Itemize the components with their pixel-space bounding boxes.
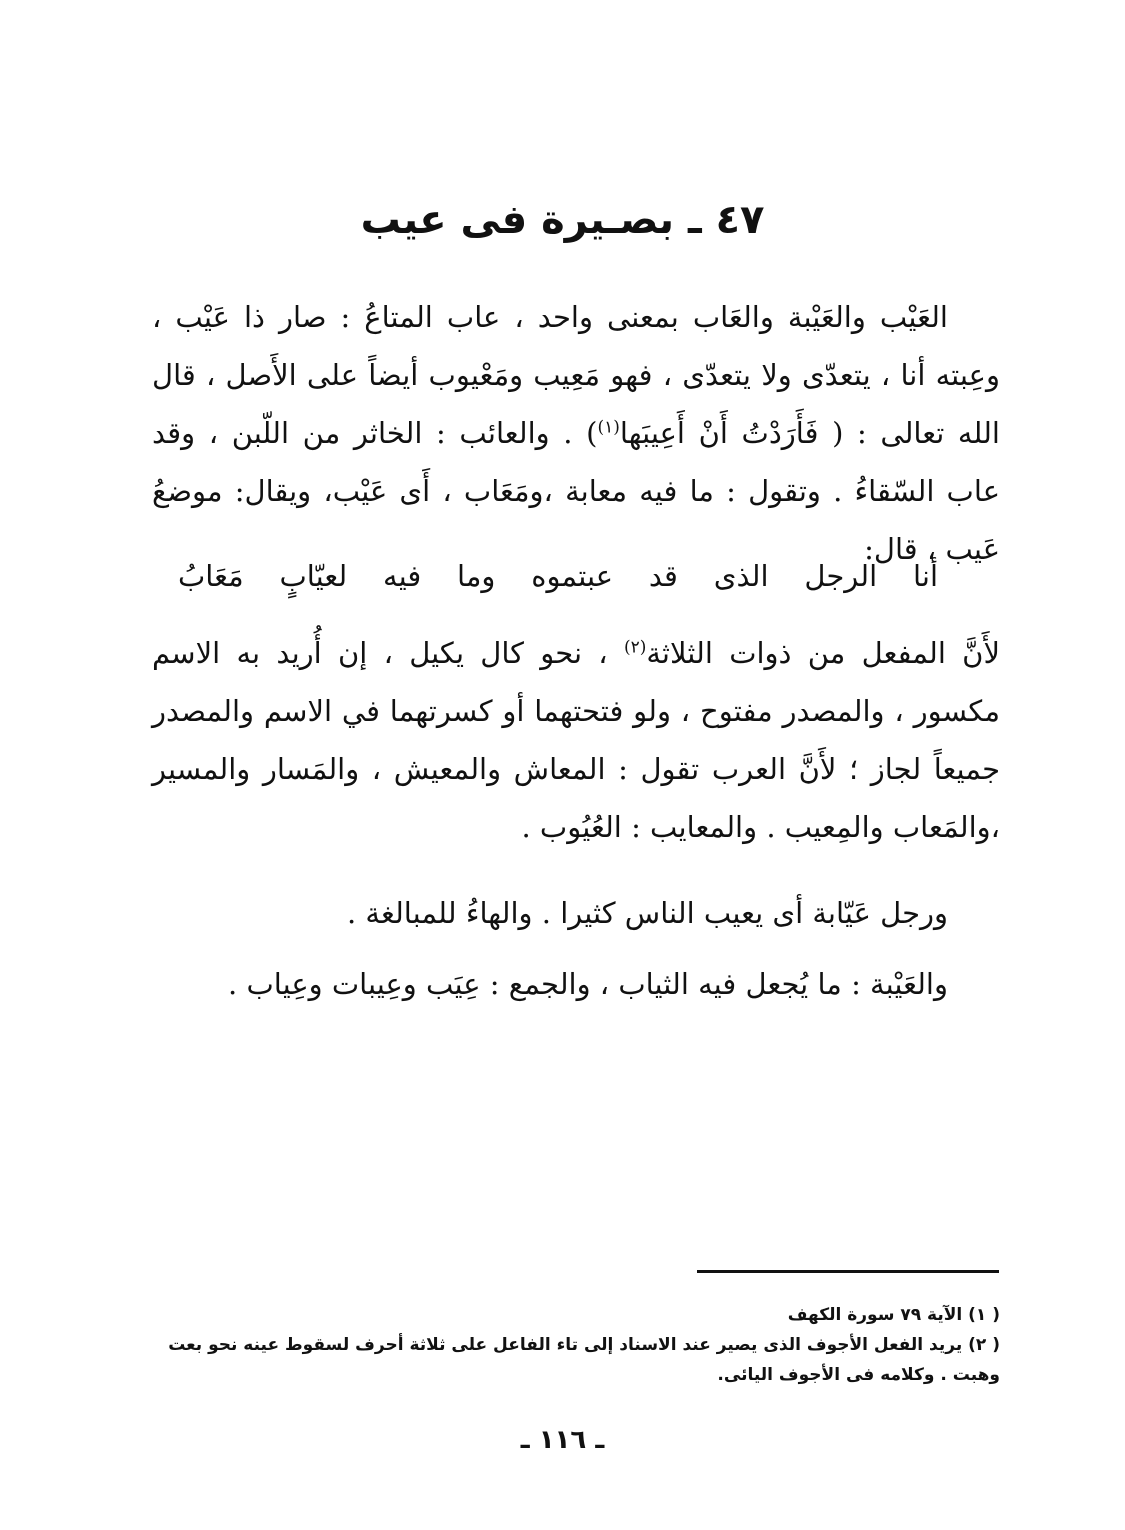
verse-word: الذى (713, 559, 769, 593)
verse-word: أنا (913, 559, 938, 593)
verse-word: عبتموه (531, 559, 613, 593)
paragraph-2 (152, 624, 1000, 856)
page-number: ـ ١١٦ ـ (520, 1425, 605, 1455)
paragraph-2-text-after: ، نحو كال يكيل ، إن أُريد به الاسم مكسور ، والمصدر مفتوح ، ولو فتحتهما أو كسرتهما في الاسم والمصدر جميعاً لجاز ؛ لأَنَّ العرب تقول : المعاش والمعيش ، والمَسار والمسير ،والمَعاب والمِعيب . والمعايب : العُيُوب . (152, 636, 1000, 844)
footnote-1: ( ١) الآية ٧٩ سورة الكهف (787, 1305, 1000, 1325)
verse-word: مَعَابُ (178, 559, 244, 593)
paragraph-1 (152, 288, 1000, 578)
poetry-verse (178, 548, 938, 604)
main-text-continued (152, 624, 1000, 856)
footnote-2: ( ٢) يريد الفعل الأجوف الذى يصير عند الاسناد إلى تاء الفاعل على ثلاثة أحرف لسقوط عينه نحو بعت وهبت . وكلامه فى الأجوف اليائى. (168, 1335, 1000, 1385)
main-text (152, 288, 1000, 578)
paragraph-1-text: العَيْب والعَيْبة والعَاب بمعنى واحد ، عاب المتاعُ : صار ذا عَيْب ، وعِبته أنا ، يتعدّى ولا يتعدّى ، فهو مَعِيب ومَعْيوب أيضاً على الأَصل ، قال الله تعالى : ( فَأَرَدْتُ أَنْ أَعِيبَها (152, 300, 1000, 450)
verse-word: لعيّابٍ (279, 559, 348, 593)
paragraph-2-text: لأَنَّ المفعل من ذوات الثلاثة (646, 636, 1000, 670)
verse-word: قد (648, 559, 678, 593)
paragraph-4: والعَيْبة : ما يُجعل فيه الثياب ، والجمع : عِيَب وعِيبات وعِياب . (228, 967, 948, 1001)
paragraph-1-text-after: ) . والعائب : الخاثر من اللّبن ، وقد عاب السّقاءُ . وتقول : ما فيه معابة ،ومَعَاب ، أَى عَيْب، ويقال: موضعُ عَيب ، قال: (152, 416, 1000, 566)
chapter-title: ٤٧ ـ بصـيرة فى عيب (360, 197, 765, 243)
footnote-divider (697, 1270, 999, 1273)
paragraph-3: ورجل عَيّابة أى يعيب الناس كثيرا . والهاءُ للمبالغة . (347, 896, 948, 930)
footnote-ref-2: (٢) (623, 637, 647, 658)
verse-word: فيه (383, 559, 422, 593)
verse-word: الرجل (804, 559, 878, 593)
verse-word: وما (457, 559, 496, 593)
footnote-ref-1: (١) (597, 417, 620, 438)
footnotes (160, 1300, 1000, 1390)
